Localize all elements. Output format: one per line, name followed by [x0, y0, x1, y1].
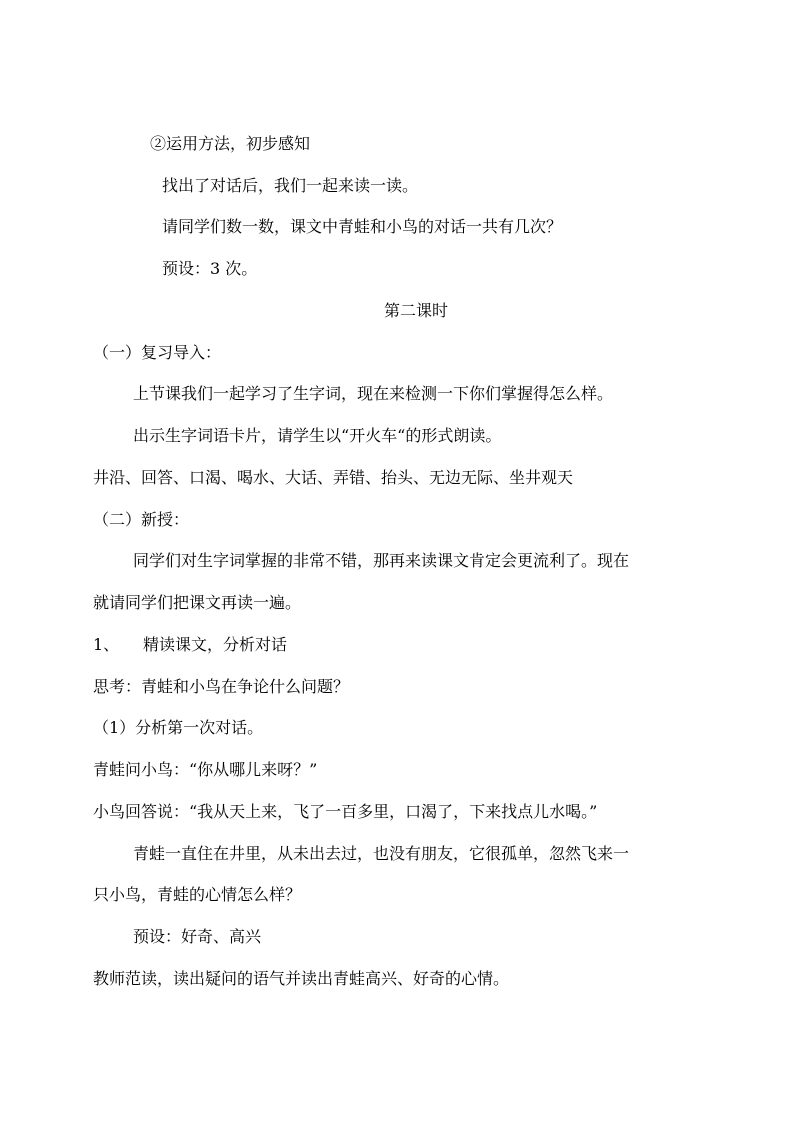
subsection-heading: （1）分析第一次对话。: [93, 718, 264, 737]
paragraph: 预设：好奇、高兴: [133, 927, 262, 946]
list-text: 精读课文，分析对话: [143, 635, 288, 654]
paragraph: 思考：青蛙和小鸟在争论什么问题？: [93, 677, 350, 696]
paragraph: 找出了对话后，我们一起来读一读。: [162, 176, 419, 195]
dialogue-line: 小鸟回答说：“我从天上来，飞了一百多里，口渴了，下来找点儿水喝。”: [93, 802, 598, 821]
paragraph: 同学们对生字词掌握的非常不错，那再来读课文肯定会更流利了。现在: [133, 551, 630, 570]
paragraph: 请同学们数一数，课文中青蛙和小鸟的对话一共有几次？: [162, 217, 563, 236]
paragraph: 上节课我们一起学习了生字词，现在来检测一下你们掌握得怎么样。: [133, 384, 614, 403]
step-heading: ②运用方法，初步感知: [150, 134, 311, 153]
numbered-heading: [93, 634, 287, 656]
paragraph: 出示生字词语卡片，请学生以“开火车“的形式朗读。: [133, 426, 502, 445]
paragraph: 预设：3 次。: [162, 259, 258, 278]
word-list: 井沿、回答、口渴、喝水、大话、弄错、抬头、无边无际、坐井观天: [93, 468, 574, 487]
dialogue-line: 青蛙问小鸟：“你从哪儿来呀？”: [93, 760, 318, 779]
list-number: 1、: [93, 635, 120, 654]
paragraph: 青蛙一直住在井里，从未出去过，也没有朋友，它很孤单，忽然飞来一: [133, 844, 630, 863]
lesson-title: 第二课时: [384, 301, 449, 320]
paragraph: 教师范读，读出疑问的语气并读出青蛙高兴、好奇的心情。: [93, 969, 510, 988]
section-heading: （二）新授：: [93, 510, 190, 529]
paragraph: 就请同学们把课文再读一遍。: [93, 593, 302, 612]
paragraph: 只小鸟，青蛙的心情怎么样？: [93, 885, 302, 904]
section-heading: （一）复习导入：: [93, 343, 222, 362]
